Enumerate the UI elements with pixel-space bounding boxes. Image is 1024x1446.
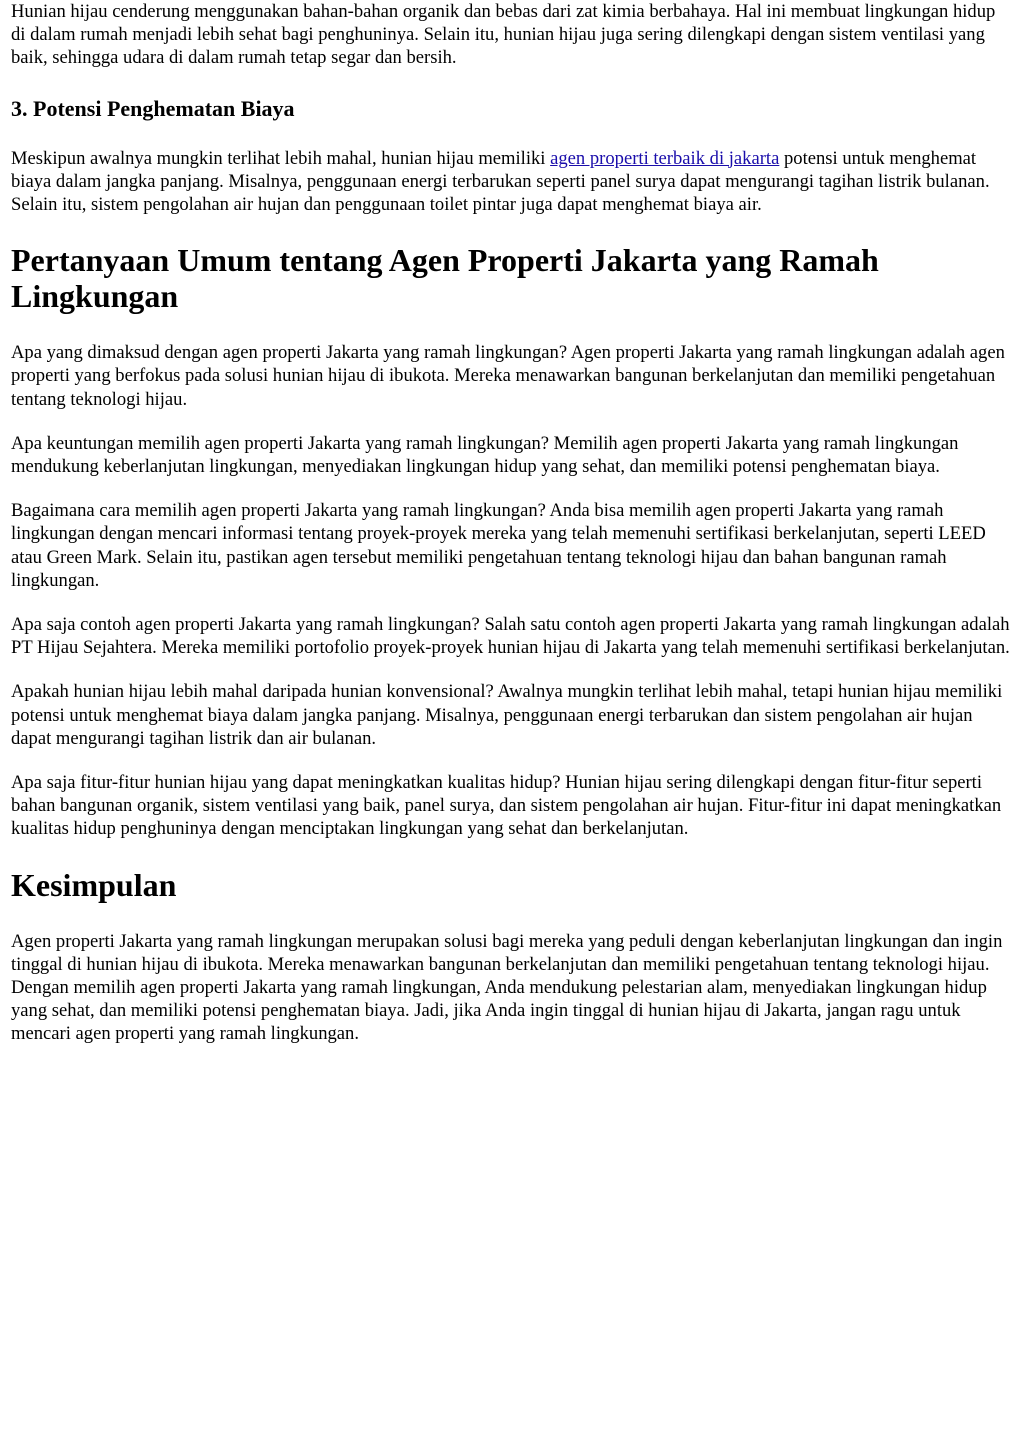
faq-item: Bagaimana cara memilih agen properti Jakarta yang ramah lingkungan? Anda bisa memilih agen properti Jakarta yang ramah lingkungan dengan mencari informasi tentang proyek-proyek mereka yang telah memenuhi sertifikasi berkelanjutan, seperti LEED atau Green Mark. Selain itu, pastikan agen tersebut memiliki pengetahuan tentang teknologi hijau dan bahan bangunan ramah lingkungan. [11,500,986,591]
cost-savings-text-after-link: potensi untuk menghemat biaya dalam jangka panjang. Misalnya, penggunaan energi terbarukan seperti panel surya dapat mengurangi tagihan listrik bulanan. Selain itu, sistem pengolahan air hujan dan penggunaan toilet pintar juga dapat menghemat biaya air. [11,147,990,216]
faq-heading: Pertanyaan Umum tentang Agen Properti Jakarta yang Ramah Lingkungan [11,242,879,315]
faq-item: Apa saja contoh agen properti Jakarta yang ramah lingkungan? Salah satu contoh agen properti Jakarta yang ramah lingkungan adalah PT Hijau Sejahtera. Mereka memiliki portofolio proyek-proyek hunian hijau di Jakarta yang telah memenuhi sertifikasi berkelanjutan. [11,614,1010,659]
conclusion-paragraph: Agen properti Jakarta yang ramah lingkungan merupakan solusi bagi mereka yang peduli dengan keberlanjutan lingkungan dan ingin tinggal di hunian hijau di ibukota. Mereka menawarkan bangunan berkelanjutan dan memiliki pengetahuan tentang teknologi hijau. Dengan memilih agen properti Jakarta yang ramah lingkungan, Anda mendukung pelestarian alam, menyediakan lingkungan hidup yang sehat, dan memiliki potensi penghematan biaya. Jadi, jika Anda ingin tinggal di hunian hijau di Jakarta, jangan ragu untuk mencari agen properti yang ramah lingkungan. [11,930,1003,1045]
faq-item: Apa yang dimaksud dengan agen properti Jakarta yang ramah lingkungan? Agen properti Jakarta yang ramah lingkungan adalah agen properti yang berfokus pada solusi hunian hijau di ibukota. Mereka menawarkan bangunan berkelanjutan dan memiliki pengetahuan tentang teknologi hijau. [11,342,1005,410]
cost-savings-paragraph [11,147,1013,217]
conclusion-heading: Kesimpulan [11,866,177,903]
intro-paragraph: Hunian hijau cenderung menggunakan bahan-bahan organik dan bebas dari zat kimia berbahaya. Hal ini membuat lingkungan hidup di dalam rumah menjadi lebih sehat bagi penghuninya. Selain itu, hunian hijau juga sering dilengkapi dengan sistem ventilasi yang baik, sehingga udara di dalam rumah tetap segar dan bersih. [11,1,996,69]
faq-item: Apa keuntungan memilih agen properti Jakarta yang ramah lingkungan? Memilih agen properti Jakarta yang ramah lingkungan mendukung keberlanjutan lingkungan, menyediakan lingkungan hidup yang sehat, dan memiliki potensi penghematan biaya. [11,432,959,478]
section-heading-cost-savings: 3. Potensi Penghematan Biaya [11,95,295,121]
faq-item: Apakah hunian hijau lebih mahal daripada hunian konvensional? Awalnya mungkin terlihat lebih mahal, tetapi hunian hijau memiliki potensi untuk menghemat biaya dalam jangka panjang. Misalnya, penggunaan energi terbarukan dan sistem pengolahan air hujan dapat mengurangi tagihan listrik dan air bulanan. [11,681,1003,749]
cost-savings-text-before-link: Meskipun awalnya mungkin terlihat lebih mahal, hunian hijau memiliki [11,147,551,169]
agen-properti-link[interactable]: agen properti terbaik di jakarta [550,147,780,169]
faq-item: Apa saja fitur-fitur hunian hijau yang dapat meningkatkan kualitas hidup? Hunian hijau sering dilengkapi dengan fitur-fitur seperti bahan bangunan organik, sistem ventilasi yang baik, panel surya, dan sistem pengolahan air hujan. Fitur-fitur ini dapat meningkatkan kualitas hidup penghuninya dengan menciptakan lingkungan yang sehat dan berkelanjutan. [11,772,1002,840]
